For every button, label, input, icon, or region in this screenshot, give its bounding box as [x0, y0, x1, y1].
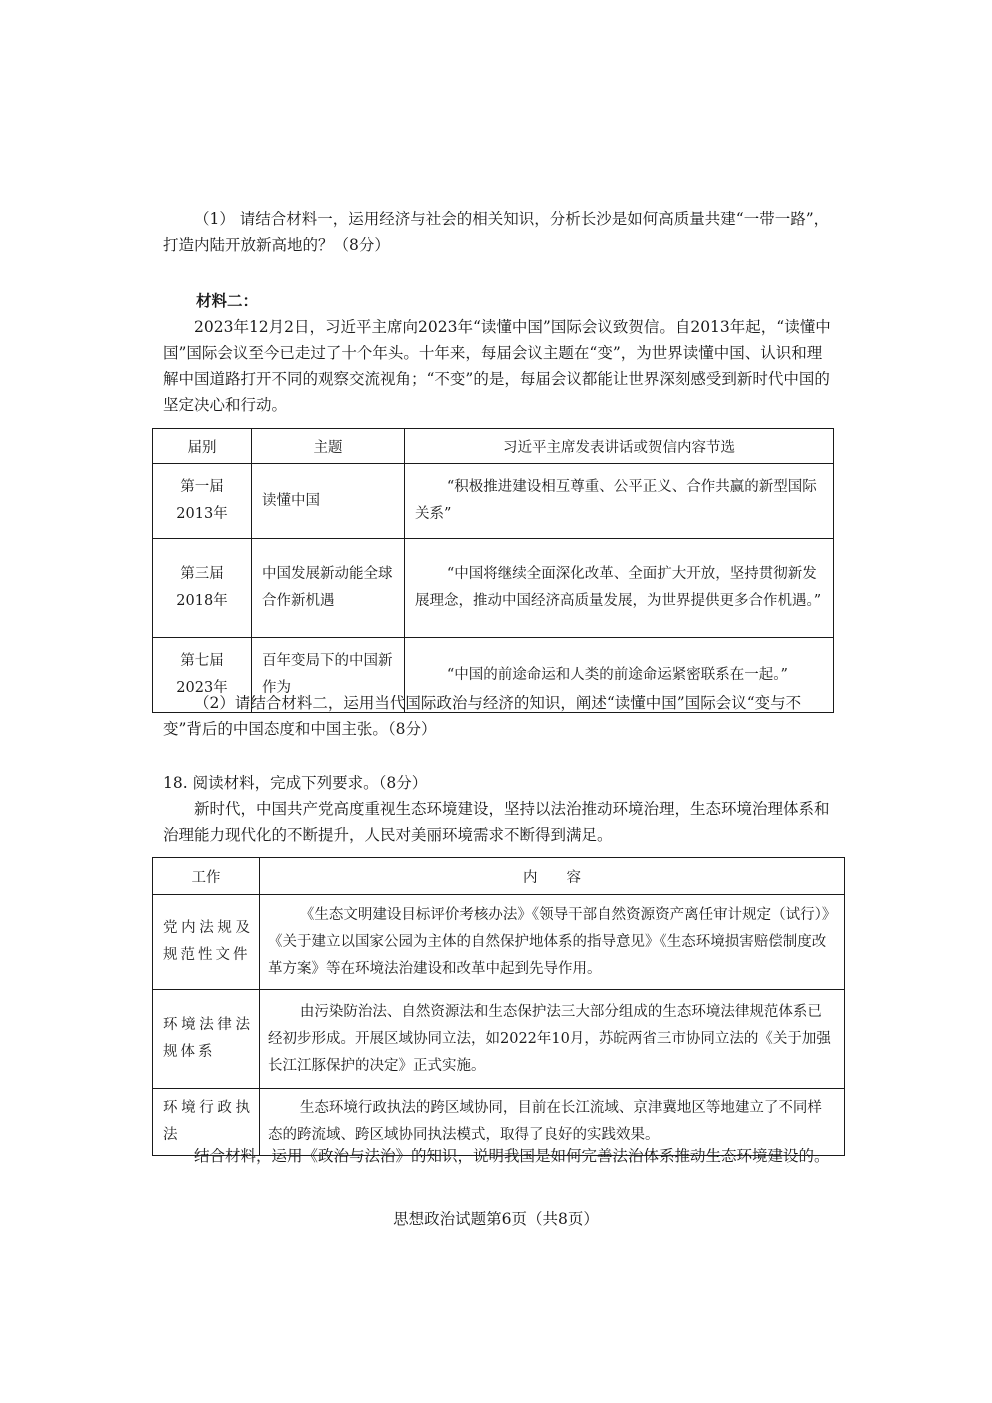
material-2-paragraph: 2023年12月2日，习近平主席向2023年“读懂中国”国际会议致贺信。自2013年起，“读懂中国”国际会议至今已走过了十个年头。十年来，每届会议主题在“变”，为世界读懂中国、认识和理解中国道路打开不同的观察交流视角；“不变”的是，每届会议都能让世界深刻感受到新时代中国的坚定决心和行动。 [163, 318, 831, 414]
excerpt-cell: “积极推进建设相互尊重、公平正义、合作共赢的新型国际关系” [405, 464, 834, 539]
session-label: 第七届 [180, 653, 224, 669]
table-header-row [153, 858, 845, 895]
session-year: 2018年 [176, 593, 228, 609]
theme-cell: 百年变局下的中国新作为 [252, 638, 405, 713]
session-year: 2023年 [176, 680, 228, 696]
content-cell: 生态环境行政执法的跨区域协同，目前在长江流域、京津冀地区等地建立了不同样态的跨流域、跨区域协同执法模式，取得了良好的实践效果。 [260, 1089, 845, 1156]
reading-china-table [152, 428, 834, 713]
table-row [153, 990, 845, 1089]
work-cell: 环境行政执法 [153, 1089, 260, 1156]
table-row [153, 539, 834, 638]
question-2: （2）请结合材料二，运用当代国际政治与经济的知识，阐述“读懂中国”国际会议“变与不变”背后的中国态度和中国主张。（8分） [163, 694, 802, 738]
content-cell: 《生态文明建设目标评价考核办法》《领导干部自然资源资产离任审计规定（试行）》《关于建立以国家公园为主体的自然保护地体系的指导意见》《生态环境损害赔偿制度改革方案》等在环境法治建设和改革中起到先导作用。 [260, 895, 845, 990]
question-18-paragraph: 新时代，中国共产党高度重视生态环境建设，坚持以法治推动环境治理，生态环境治理体系和治理能力现代化的不断提升，人民对美丽环境需求不断得到满足。 [163, 800, 830, 844]
theme-cell: 读懂中国 [252, 464, 405, 539]
page-footer: 思想政治试题第6页（共8页） [393, 1210, 599, 1228]
excerpt-cell: “中国的前途命运和人类的前途命运紧密联系在一起。” [405, 638, 834, 713]
header-work: 工作 [153, 858, 260, 895]
table-row [153, 464, 834, 539]
content-cell: 由污染防治法、自然资源法和生态保护法三大部分组成的生态环境法律规范体系已经初步形成。开展区域协同立法，如2022年10月，苏皖两省三市协同立法的《关于加强长江江豚保护的决定》正式实施。 [260, 990, 845, 1089]
session-cell [153, 539, 252, 638]
question-1: （1） 请结合材料一，运用经济与社会的相关知识，分析长沙是如何高质量共建“一带一路”，打造内陆开放新高地的？（8分） [163, 210, 830, 254]
eco-law-table [152, 857, 845, 1156]
header-theme: 主题 [252, 429, 405, 464]
theme-cell: 中国发展新动能全球合作新机遇 [252, 539, 405, 638]
session-year: 2013年 [176, 506, 228, 522]
table-row [153, 895, 845, 990]
question-18-ask: 结合材料，运用《政治与法治》的知识，说明我国是如何完善法治体系推动生态环境建设的。 [194, 1147, 830, 1165]
session-label: 第一届 [180, 479, 224, 495]
session-label: 第三届 [180, 566, 224, 582]
session-cell [153, 464, 252, 539]
header-excerpt: 习近平主席发表讲话或贺信内容节选 [405, 429, 834, 464]
excerpt-cell: “中国将继续全面深化改革、全面扩大开放，坚持贯彻新发展理念，推动中国经济高质量发展，为世界提供更多合作机遇。” [405, 539, 834, 638]
header-session: 届别 [153, 429, 252, 464]
work-cell: 环境法律法规体系 [153, 990, 260, 1089]
material-2-title: 材料二： [196, 291, 259, 310]
question-18-heading: 18. 阅读材料，完成下列要求。（8分） [163, 774, 428, 792]
work-cell: 党内法规及规范性文件 [153, 895, 260, 990]
table-header-row [153, 429, 834, 464]
header-content: 内 容 [260, 858, 845, 895]
